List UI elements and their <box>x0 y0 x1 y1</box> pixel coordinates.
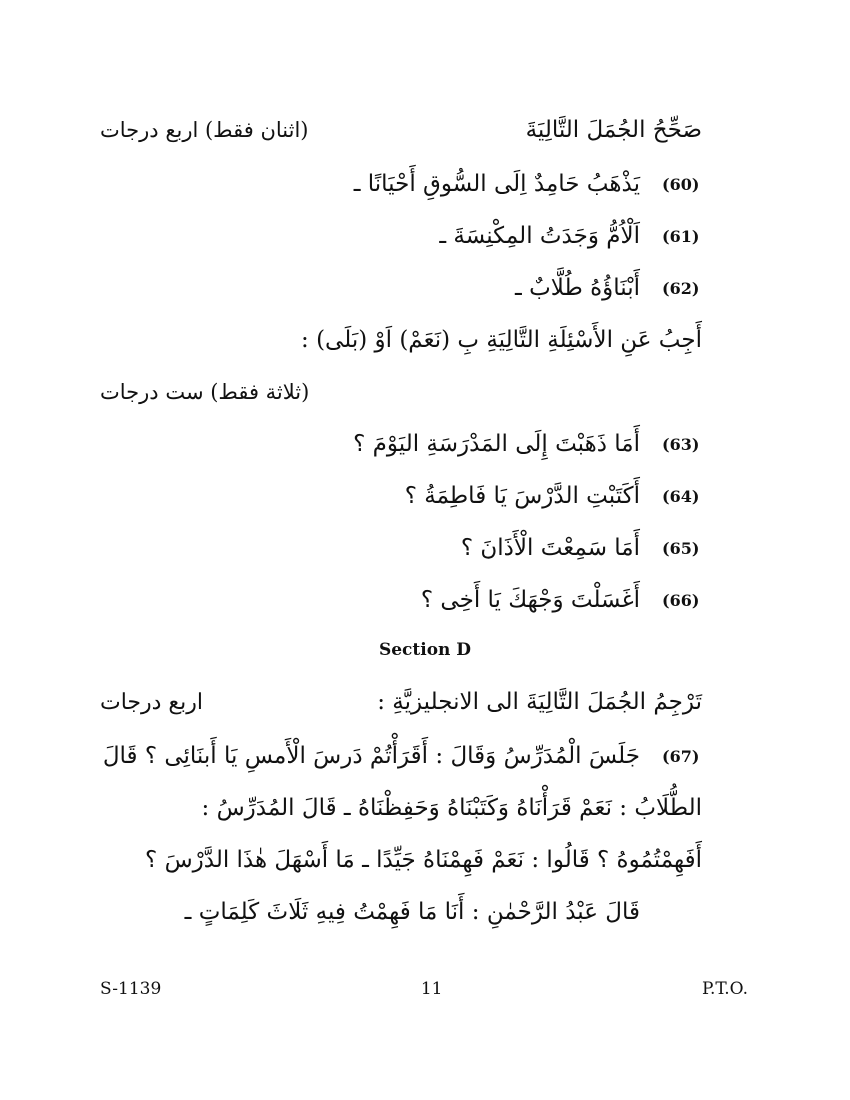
question-number-64: (64) <box>662 486 700 506</box>
passage-line-4: قَالَ عَبْدُ الرَّحْمٰنِ : أَنَا مَا فَهِمْتُ فِيهِ ثَلَاثَ كَلِمَاتٍ ـ <box>184 899 640 925</box>
correct-sentences-heading-row <box>100 110 702 150</box>
answer-questions-marks-row <box>100 372 702 412</box>
question-text-64: أَكَتَبْتِ الدَّرْسَ يَا فَاطِمَةُ ؟ <box>404 483 640 509</box>
question-number-65: (65) <box>662 538 700 558</box>
question-number-63: (63) <box>662 434 700 454</box>
marks-note: اربع درجات <box>100 689 203 715</box>
passage-line-2: الطُّلَابُ : نَعَمْ قَرَأْنَاهُ وَكَتَبْنَاهُ وَحَفِظْنَاهُ ـ قَالَ المُدَرِّسُ : <box>201 795 702 821</box>
page-footer <box>100 975 748 1003</box>
please-turn-over: P.T.O. <box>701 979 748 999</box>
question-number-60: (60) <box>662 174 700 194</box>
translate-heading-row <box>100 682 702 722</box>
passage-line-1: جَلَسَ الْمُدَرِّسُ وَقَالَ : أَقَرَأْتُمْ دَرسَ الْأَمسِ يَا أَبنَائِى ؟ قَالَ <box>102 743 640 769</box>
question-text-62: أَبْنَاؤُهُ طُلَّابٌ ـ <box>515 275 640 301</box>
instruction-heading: تَرْجِمُ الجُمَلَ التَّالِيَةَ الى الانجليزيَّةِ : <box>377 689 702 715</box>
page-number: 11 <box>420 979 443 999</box>
question-text-65: أَمَا سَمِعْتَ الْأَذَانَ ؟ <box>460 535 640 561</box>
instruction-heading: صَحِّحُ الجُمَلَ التَّالِيَةَ <box>525 117 702 143</box>
marks-note: (ثلاثة فقط) ست درجات <box>100 380 310 404</box>
question-number-62: (62) <box>662 278 700 298</box>
question-text-66: أَغَسَلْتَ وَجْهَكَ يَا أَخِى ؟ <box>420 587 640 613</box>
paper-code: S-1139 <box>100 979 162 999</box>
question-number-61: (61) <box>662 226 700 246</box>
marks-note: (اثنان فقط) اربع درجات <box>100 118 309 142</box>
question-number-67: (67) <box>662 746 700 766</box>
question-text-60: يَذْهَبُ حَامِدٌ اِلَى السُّوقِ أَحْيَانًا ـ <box>353 171 640 197</box>
section-title: Section D <box>378 640 472 660</box>
question-text-63: أَمَا ذَهَبْتَ إِلَى المَدْرَسَةِ اليَوْمَ ؟ <box>353 431 640 457</box>
question-number-66: (66) <box>662 590 700 610</box>
answer-questions-heading-row <box>100 320 702 360</box>
instruction-heading: أَجِبُ عَنِ الأَسْئِلَةِ التَّالِيَةِ بِ (نَعَمْ) اَوْ (بَلَى) : <box>301 327 702 353</box>
passage-line-3: أَفَهِمْتُمُوهُ ؟ قَالُوا : نَعَمْ فَهِمْنَاهُ جَيِّدًا ـ مَا أَسْهَلَ هٰذَا الدَّرْسَ ؟ <box>145 847 702 873</box>
question-text-61: اَلْاُمُّ وَجَدَتُ المِكْنِسَةَ ـ <box>439 223 640 249</box>
